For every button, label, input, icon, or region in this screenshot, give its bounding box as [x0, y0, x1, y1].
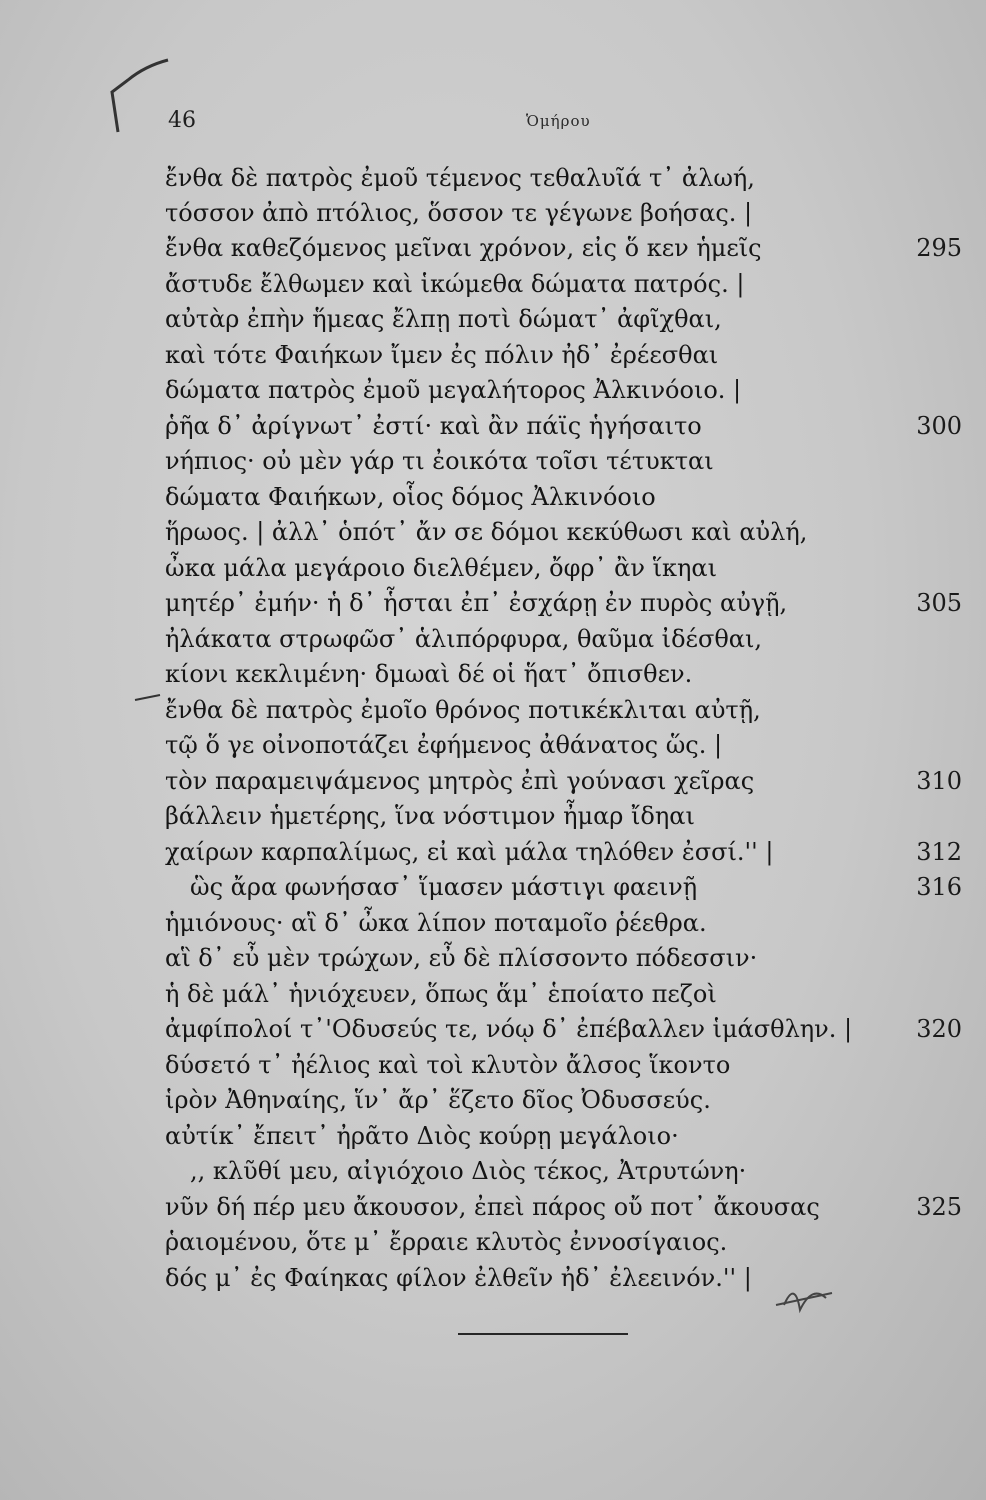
verse-line: καὶ τότε Φαιήκων ἴμεν ἐς πόλιν ἠδ᾽ ἐρέεσθαι — [165, 341, 719, 369]
line-number: 325 — [916, 1193, 962, 1221]
line-number: 320 — [916, 1015, 962, 1043]
verse-line: αἳ δ᾽ εὖ μὲν τρώχων, εὖ δὲ πλίσσοντο πόδεσσιν· — [165, 944, 758, 972]
verse-line: αὐτὰρ ἐπὴν ἥμεας ἔλπῃ ποτὶ δώματ᾽ ἀφῖχθαι, — [165, 305, 722, 333]
verse-line: ἔνθα δὲ πατρὸς ἐμοῦ τέμενος τεθαλυῖά τ᾽ ἀλωή, — [165, 164, 755, 192]
verse-line: τῷ ὅ γε οἰνοποτάζει ἐφήμενος ἀθάνατος ὥς. | — [165, 731, 723, 759]
verse-line: δύσετό τ᾽ ἠέλιος καὶ τοὶ κλυτὸν ἄλσος ἵκοντο — [165, 1051, 731, 1079]
verse-line: τόσσον ἀπὸ πτόλιος, ὅσσον τε γέγωνε βοήσας. | — [165, 199, 753, 227]
verse-line: ἠλάκατα στρωφῶσ᾽ ἁλιπόρφυρα, θαῦμα ἰδέσθαι, — [165, 625, 763, 653]
verse-line: ἀμφίπολοί τ᾽'Οδυσεύς τε, νόῳ δ᾽ ἐπέβαλλεν ἱμάσθλην. | — [165, 1015, 853, 1043]
verse-line: ὣς ἄρα φωνήσασ᾽ ἵμασεν μάστιγι φαεινῇ — [190, 873, 698, 901]
line-number: 305 — [916, 589, 962, 617]
verse-line: ἔνθα καθεζόμενος μεῖναι χρόνον, εἰς ὅ κεν ἡμεῖς — [165, 234, 762, 262]
line-number: 316 — [916, 873, 962, 901]
verse-line: αὐτίκ᾽ ἔπειτ᾽ ἠρᾶτο Διὸς κούρῃ μεγάλοιο· — [165, 1122, 679, 1150]
verse-line: ἡμιόνους· αἳ δ᾽ ὦκα λίπον ποταμοῖο ῥέεθρα. — [165, 909, 707, 937]
verse-line: δός μ᾽ ἐς Φαίηκας φίλον ἐλθεῖν ἠδ᾽ ἐλεεινόν.'' | — [165, 1264, 752, 1292]
verse-line: ἄστυδε ἔλθωμεν καὶ ἱκώμεθα δώματα πατρός. | — [165, 270, 745, 298]
verse-line: νήπιος· οὐ μὲν γάρ τι ἐοικότα τοῖσι τέτυκται — [165, 447, 714, 475]
page-number: 46 — [168, 108, 196, 133]
verse-line: ,, κλῦθί μευ, αἰγιόχοιο Διὸς τέκος, Ἀτρυτώνη· — [190, 1157, 747, 1185]
verse-line: τὸν παραμειψάμενος μητρὸς ἐπὶ γούνασι χεῖρας — [165, 767, 755, 795]
verse-line: δώματα Φαιήκων, οἷος δόμος Ἀλκινόοιο — [165, 483, 656, 511]
line-number: 310 — [916, 767, 962, 795]
line-number: 300 — [916, 412, 962, 440]
verse-line: ἔνθα δὲ πατρὸς ἐμοῖο θρόνος ποτικέκλιται αὐτῇ, — [165, 696, 761, 724]
verse-line: ὦκα μάλα μεγάροιο διελθέμεν, ὄφρ᾽ ἂν ἵκηαι — [165, 554, 717, 582]
verse-line: ἡ δὲ μάλ᾽ ἡνιόχευεν, ὅπως ἅμ᾽ ἑποίατο πεζοὶ — [165, 980, 717, 1008]
verse-line: μητέρ᾽ ἐμήν· ἡ δ᾽ ἧσται ἐπ᾽ ἐσχάρῃ ἐν πυρὸς αὐγῇ, — [165, 589, 788, 617]
running-head: Ὁμήρου — [526, 112, 591, 130]
verse-line: χαίρων καρπαλίμως, εἰ καὶ μάλα τηλόθεν ἐσσί.'' | — [165, 838, 774, 866]
line-number: 295 — [916, 234, 962, 262]
verse-line: κίονι κεκλιμένη· δμωαὶ δέ οἱ ἥατ᾽ ὄπισθεν. — [165, 660, 693, 688]
verse-line: ῥαιομένου, ὅτε μ᾽ ἔρραιε κλυτὸς ἐννοσίγαιος. — [165, 1228, 728, 1256]
verse-line: δώματα πατρὸς ἐμοῦ μεγαλήτορος Ἀλκινόοιο. | — [165, 376, 742, 404]
verse-line: ἥρωος. | ἀλλ᾽ ὁπότ᾽ ἄν σε δόμοι κεκύθωσι καὶ αὐλή, — [165, 518, 808, 546]
line-number: 312 — [916, 838, 962, 866]
section-end-rule — [458, 1333, 628, 1335]
verse-line: βάλλειν ἡμετέρης, ἵνα νόστιμον ἦμαρ ἴδηαι — [165, 802, 695, 830]
verse-line: ἱρὸν Ἀθηναίης, ἵν᾽ ἄρ᾽ ἕζετο δῖος Ὀδυσσεύς. — [165, 1086, 711, 1114]
verse-line: νῦν δή πέρ μευ ἄκουσον, ἐπεὶ πάρος οὔ ποτ᾽ ἄκουσας — [165, 1193, 820, 1221]
verse-line: ῥῆα δ᾽ ἀρίγνωτ᾽ ἐστί· καὶ ἂν πάϊς ἡγήσαιτο — [165, 412, 702, 440]
